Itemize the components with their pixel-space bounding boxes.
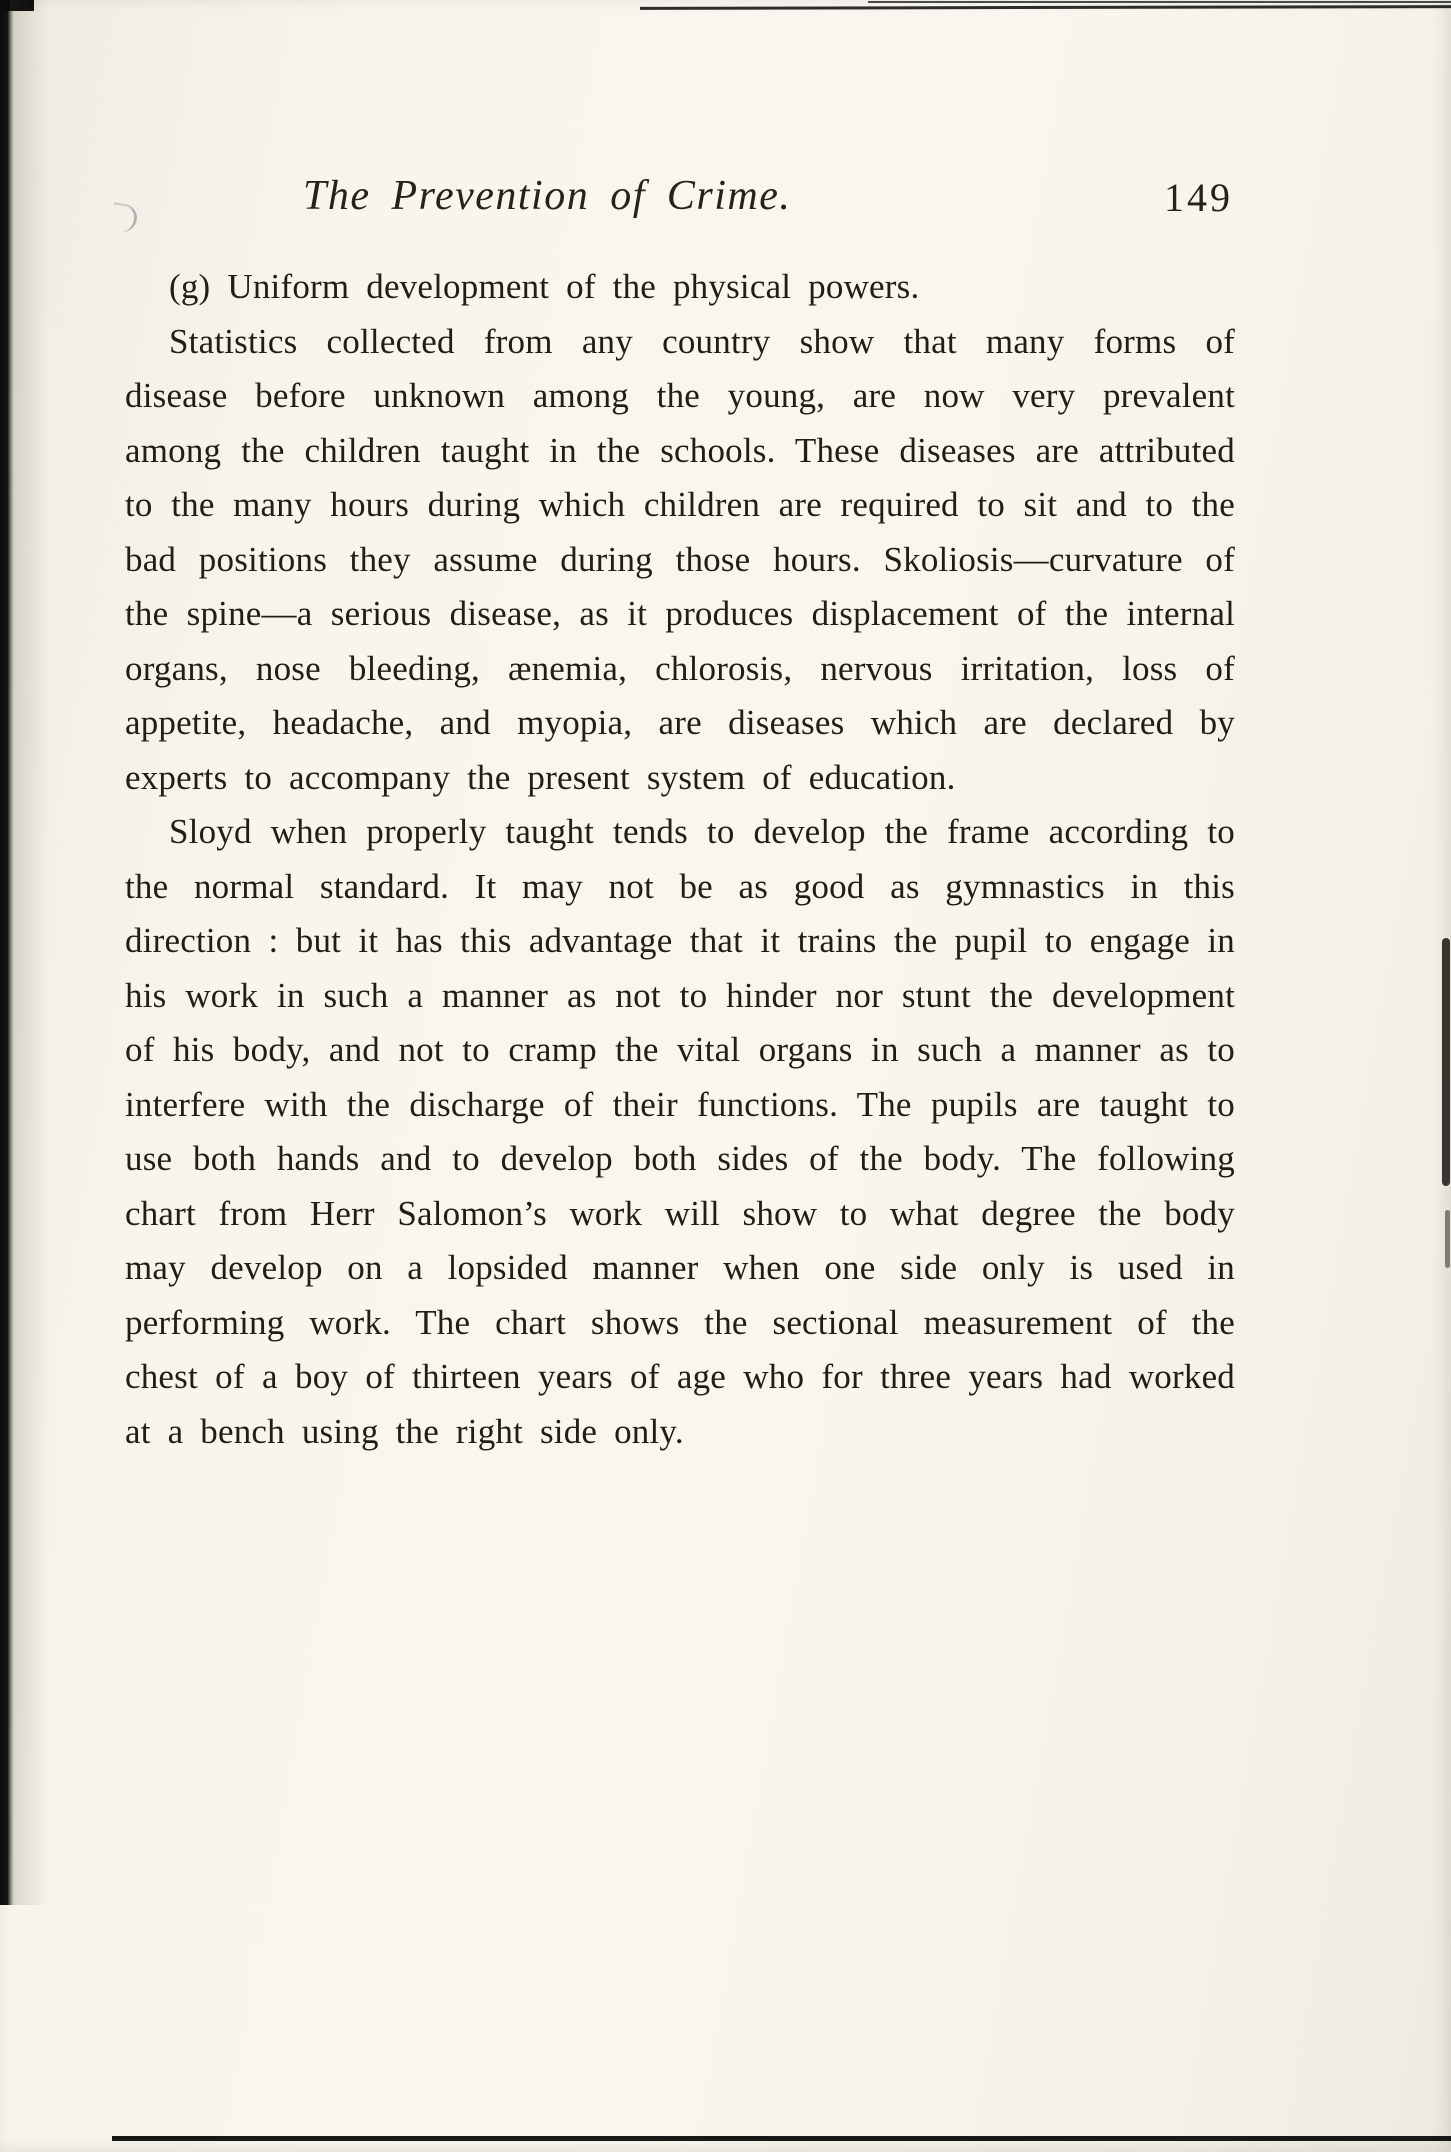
page-content <box>125 172 1235 1459</box>
page-number: 149 <box>1164 175 1233 220</box>
bottom-edge-line <box>112 2136 1451 2141</box>
left-binding-shadow <box>10 0 50 1905</box>
running-header <box>125 172 1235 230</box>
right-edge-mark <box>1442 938 1450 1186</box>
paragraph-statistics: Statistics collected from any country show that many forms of disease before unknown among the young, are now very prevalent among the children taught in the schools. These diseases are attributed to the many hours during which children are required to sit and to the bad positions they assume during those hours. Skoliosis—curvature of the spine—a serious disease, as it produces displacement of the internal organs, nose bleeding, ænemia, chlorosis, nervous irritation, loss of appetite, headache, and myopia, are diseases which are declared by experts to accompany the present system of education. <box>125 321 1235 797</box>
paragraph-sloyd: Sloyd when properly taught tends to develop the frame according to the normal standard. It may not be as good as gymnastics in this direction : but it has this advantage that it trains the pupil to engage in his work in such a manner as not to hinder nor stunt the development of his body, and not to cramp the vital organs in such a manner as to interfere with the discharge of their functions. The pupils are taught to use both hands and to develop both sides of the body. The following chart from Herr Salomon’s work will show to what degree the body may develop on a lopsided manner when one side only is used in performing work. The chart shows the sectional measurement of the chest of a boy of thirteen years of age who for three years had worked at a bench using the right side only. <box>125 812 1235 1451</box>
page-title: The Prevention of Crime. <box>303 173 792 219</box>
top-edge-line <box>640 5 1451 10</box>
right-edge-mark-small <box>1445 1210 1450 1268</box>
top-edge-line-upper <box>868 1 1451 3</box>
paragraph-uniform-development: (g) Uniform development of the physical powers. <box>169 267 920 306</box>
